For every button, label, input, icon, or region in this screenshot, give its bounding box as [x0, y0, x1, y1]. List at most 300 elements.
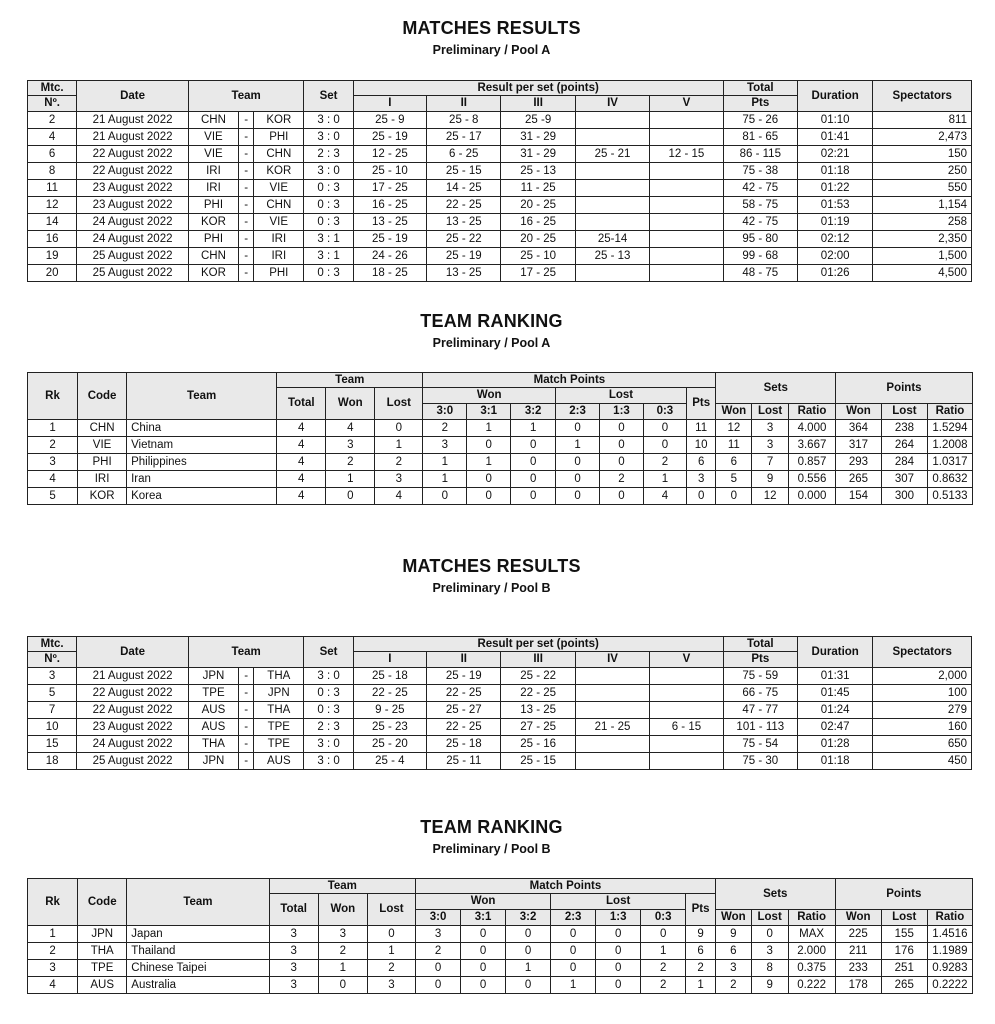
- cell-date: 22 August 2022: [77, 163, 189, 180]
- header-mp-lost: Lost: [551, 894, 686, 910]
- cell-3-2: 0: [506, 977, 551, 994]
- cell-set-3: 25 - 15: [501, 753, 575, 770]
- cell-set-5: [650, 736, 723, 753]
- cell-code: TPE: [78, 960, 127, 977]
- cell-set-3: 22 - 25: [501, 685, 575, 702]
- cell-sets-won: 9: [715, 926, 751, 943]
- cell-team-name: Australia: [127, 977, 269, 994]
- header-set-5: V: [650, 96, 723, 112]
- cell-code: IRI: [78, 471, 127, 488]
- table-row: [28, 753, 972, 770]
- cell-set-score: 2 : 3: [304, 146, 353, 163]
- cell-pts: 3: [686, 471, 716, 488]
- cell-set-score: 3 : 0: [304, 163, 353, 180]
- cell-matches-won: 3: [318, 926, 367, 943]
- header-sets: Sets: [715, 879, 835, 910]
- cell-spectators: 2,350: [873, 231, 972, 248]
- cell-set-1: 25 - 19: [353, 231, 426, 248]
- table-row: [28, 736, 972, 753]
- cell-spectators: 811: [873, 112, 972, 129]
- cell-duration: 01:28: [798, 736, 873, 753]
- cell-pts: 6: [686, 943, 716, 960]
- cell-set-2: 13 - 25: [427, 265, 501, 282]
- cell-match-no: 3: [28, 668, 77, 685]
- cell-pts: 10: [686, 437, 716, 454]
- table-row: [28, 163, 972, 180]
- cell-3-1: 0: [461, 960, 506, 977]
- cell-dash: -: [239, 685, 254, 702]
- cell-set-2: 25 - 19: [427, 668, 501, 685]
- cell-date: 21 August 2022: [77, 129, 189, 146]
- cell-sets-ratio: 0.375: [788, 960, 835, 977]
- header-team-group: Team: [269, 879, 415, 894]
- header-total: Total: [269, 894, 318, 926]
- cell-team-name: Philippines: [127, 454, 277, 471]
- header-total: Total: [277, 388, 326, 420]
- cell-sets-ratio: 3.667: [788, 437, 835, 454]
- header-sets: Sets: [716, 373, 836, 404]
- cell-3-1: 0: [467, 471, 511, 488]
- cell-pts: 11: [686, 420, 716, 437]
- cell-date: 24 August 2022: [77, 214, 189, 231]
- cell-set-1: 13 - 25: [353, 214, 426, 231]
- cell-team-away: THA: [254, 702, 304, 719]
- header-mp-lost: Lost: [556, 388, 687, 404]
- cell-code: KOR: [78, 488, 127, 505]
- cell-set-score: 3 : 0: [304, 753, 353, 770]
- cell-set-score: 3 : 1: [304, 248, 353, 265]
- cell-1-3: 0: [600, 454, 644, 471]
- cell-2-3: 1: [551, 977, 596, 994]
- header-points-won: Won: [835, 910, 881, 926]
- header-duration: Duration: [798, 637, 873, 668]
- cell-matches-won: 0: [326, 488, 375, 505]
- cell-sets-lost: 3: [751, 943, 788, 960]
- cell-set-3: 13 - 25: [501, 702, 575, 719]
- cell-team-away: TPE: [254, 719, 304, 736]
- cell-total-points: 81 - 65: [723, 129, 797, 146]
- cell-duration: 01:45: [798, 685, 873, 702]
- cell-sets-ratio: 4.000: [788, 420, 835, 437]
- cell-date: 24 August 2022: [77, 231, 189, 248]
- header-set-5: V: [650, 652, 723, 668]
- cell-points-won: 211: [835, 943, 881, 960]
- header-set-4: IV: [575, 652, 649, 668]
- cell-points-ratio: 0.2222: [927, 977, 972, 994]
- cell-team-away: PHI: [254, 265, 304, 282]
- cell-set-3: 27 - 25: [501, 719, 575, 736]
- table-row: [28, 926, 973, 943]
- cell-team-away: KOR: [254, 163, 304, 180]
- cell-sets-lost: 9: [751, 977, 788, 994]
- cell-3-1: 0: [467, 488, 511, 505]
- cell-spectators: 250: [873, 163, 972, 180]
- cell-rank: 2: [28, 437, 78, 454]
- cell-points-ratio: 1.5294: [927, 420, 972, 437]
- cell-spectators: 2,473: [873, 129, 972, 146]
- cell-duration: 01:26: [798, 265, 873, 282]
- cell-sets-lost: 3: [752, 437, 789, 454]
- cell-set-5: [650, 129, 723, 146]
- header-points-lost: Lost: [881, 404, 927, 420]
- cell-points-ratio: 1.4516: [927, 926, 972, 943]
- cell-set-5: [650, 685, 723, 702]
- table-row: [28, 231, 972, 248]
- cell-sets-won: 6: [715, 943, 751, 960]
- cell-set-4: [575, 685, 649, 702]
- cell-3-0: 1: [423, 454, 467, 471]
- cell-duration: 01:41: [798, 129, 873, 146]
- cell-dash: -: [239, 129, 254, 146]
- cell-3-1: 0: [461, 977, 506, 994]
- cell-points-lost: 307: [881, 471, 927, 488]
- cell-match-no: 20: [28, 265, 77, 282]
- cell-rank: 1: [28, 420, 78, 437]
- cell-total-points: 47 - 77: [723, 702, 797, 719]
- cell-matches-total: 4: [277, 488, 326, 505]
- cell-set-5: [650, 180, 723, 197]
- table-row: [28, 265, 972, 282]
- cell-total-points: 75 - 26: [723, 112, 797, 129]
- cell-points-ratio: 1.0317: [927, 454, 972, 471]
- cell-duration: 02:12: [798, 231, 873, 248]
- cell-duration: 01:18: [798, 163, 873, 180]
- cell-matches-won: 1: [326, 471, 375, 488]
- cell-sets-ratio: 0.222: [788, 977, 835, 994]
- cell-set-score: 3 : 0: [304, 112, 353, 129]
- cell-rank: 4: [28, 977, 78, 994]
- cell-pts: 6: [686, 454, 716, 471]
- header-team: Team: [188, 81, 304, 112]
- cell-total-points: 101 - 113: [723, 719, 797, 736]
- section-title: MATCHES RESULTS: [402, 18, 581, 38]
- header-set-4: IV: [575, 96, 649, 112]
- table-row: [28, 248, 972, 265]
- header-0-3: 0:3: [643, 404, 686, 420]
- cell-team-name: Iran: [127, 471, 277, 488]
- cell-code: THA: [78, 943, 127, 960]
- cell-spectators: 550: [873, 180, 972, 197]
- cell-match-no: 18: [28, 753, 77, 770]
- table-row: [28, 702, 972, 719]
- cell-matches-won: 1: [318, 960, 367, 977]
- cell-set-3: 25 - 16: [501, 736, 575, 753]
- header-no: Nº.: [28, 652, 77, 668]
- cell-dash: -: [239, 668, 254, 685]
- cell-2-3: 0: [556, 454, 600, 471]
- cell-team-home: KOR: [188, 214, 238, 231]
- header-1-3: 1:3: [596, 910, 641, 926]
- cell-sets-ratio: 0.857: [788, 454, 835, 471]
- cell-3-2: 0: [511, 488, 556, 505]
- cell-team-home: IRI: [188, 180, 238, 197]
- cell-matches-won: 0: [318, 977, 367, 994]
- cell-1-3: 0: [600, 420, 644, 437]
- cell-matches-won: 4: [326, 420, 375, 437]
- cell-matches-total: 3: [269, 926, 318, 943]
- header-set-2: II: [427, 652, 501, 668]
- cell-matches-total: 4: [277, 471, 326, 488]
- table-row: [28, 488, 973, 505]
- cell-set-score: 0 : 3: [304, 685, 353, 702]
- header-points-ratio: Ratio: [927, 404, 972, 420]
- cell-set-2: 25 - 17: [427, 129, 501, 146]
- header-sets-ratio: Ratio: [788, 404, 835, 420]
- cell-set-3: 16 - 25: [501, 214, 575, 231]
- cell-set-4: [575, 214, 649, 231]
- cell-set-4: [575, 129, 649, 146]
- header-total: Total: [723, 81, 797, 96]
- cell-match-no: 11: [28, 180, 77, 197]
- cell-points-won: 265: [835, 471, 881, 488]
- cell-team-away: CHN: [254, 197, 304, 214]
- cell-match-no: 14: [28, 214, 77, 231]
- cell-3-2: 1: [511, 420, 556, 437]
- cell-set-score: 0 : 3: [304, 214, 353, 231]
- cell-team-home: AUS: [188, 702, 238, 719]
- cell-3-0: 0: [416, 977, 461, 994]
- cell-team-home: PHI: [188, 231, 238, 248]
- header-won: Won: [318, 894, 367, 926]
- cell-points-lost: 264: [881, 437, 927, 454]
- cell-total-points: 75 - 54: [723, 736, 797, 753]
- cell-points-lost: 300: [881, 488, 927, 505]
- header-points-ratio: Ratio: [927, 910, 972, 926]
- cell-set-4: [575, 163, 649, 180]
- cell-rank: 3: [28, 960, 78, 977]
- header-rk: Rk: [28, 373, 78, 420]
- cell-3-2: 1: [506, 960, 551, 977]
- cell-date: 22 August 2022: [77, 146, 189, 163]
- table-row: [28, 977, 973, 994]
- section-title: TEAM RANKING: [420, 817, 563, 837]
- cell-2-3: 0: [551, 943, 596, 960]
- cell-points-lost: 251: [881, 960, 927, 977]
- cell-rank: 3: [28, 454, 78, 471]
- cell-date: 21 August 2022: [77, 112, 189, 129]
- cell-points-ratio: 0.9283: [927, 960, 972, 977]
- table-row: [28, 719, 972, 736]
- section-subtitle: Preliminary / Pool B: [432, 842, 551, 856]
- header-mtc: Mtc.: [28, 81, 77, 96]
- cell-matches-lost: 4: [375, 488, 423, 505]
- section-title: MATCHES RESULTS: [402, 556, 581, 576]
- header-set-2: II: [427, 96, 501, 112]
- header-result-per-set: Result per set (points): [353, 81, 723, 96]
- cell-0-3: 0: [643, 437, 686, 454]
- cell-rank: 4: [28, 471, 78, 488]
- cell-3-0: 3: [423, 437, 467, 454]
- cell-set-1: 25 - 23: [353, 719, 426, 736]
- cell-points-lost: 176: [881, 943, 927, 960]
- cell-team-home: PHI: [188, 197, 238, 214]
- cell-set-score: 0 : 3: [304, 702, 353, 719]
- results-table-pool-a: [27, 80, 972, 282]
- cell-sets-lost: 3: [752, 420, 789, 437]
- header-2-3: 2:3: [551, 910, 596, 926]
- cell-sets-lost: 9: [752, 471, 789, 488]
- cell-match-no: 8: [28, 163, 77, 180]
- cell-set-2: 25 - 27: [427, 702, 501, 719]
- cell-set-3: 31 - 29: [501, 129, 575, 146]
- cell-date: 23 August 2022: [77, 197, 189, 214]
- cell-dash: -: [239, 146, 254, 163]
- cell-set-5: [650, 702, 723, 719]
- cell-set-4: 21 - 25: [575, 719, 649, 736]
- header-lost: Lost: [375, 388, 423, 420]
- cell-team-home: CHN: [188, 248, 238, 265]
- cell-set-3: 31 - 29: [501, 146, 575, 163]
- table-row: [28, 197, 972, 214]
- header-rk: Rk: [28, 879, 78, 926]
- header-set-3: III: [501, 96, 575, 112]
- cell-1-3: 2: [600, 471, 644, 488]
- cell-total-points: 95 - 80: [723, 231, 797, 248]
- cell-matches-lost: 3: [375, 471, 423, 488]
- header-mp-won: Won: [416, 894, 551, 910]
- cell-set-1: 25 - 19: [353, 129, 426, 146]
- table-row: [28, 437, 973, 454]
- cell-match-no: 19: [28, 248, 77, 265]
- cell-match-no: 10: [28, 719, 77, 736]
- header-3-2: 3:2: [511, 404, 556, 420]
- header-set-1: I: [353, 652, 426, 668]
- cell-set-1: 12 - 25: [353, 146, 426, 163]
- header-pts: Pts: [686, 894, 716, 926]
- cell-total-points: 42 - 75: [723, 180, 797, 197]
- cell-date: 23 August 2022: [77, 719, 189, 736]
- cell-3-0: 2: [416, 943, 461, 960]
- cell-matches-lost: 2: [367, 960, 415, 977]
- cell-sets-lost: 8: [751, 960, 788, 977]
- cell-set-1: 25 - 20: [353, 736, 426, 753]
- header-pts: Pts: [723, 96, 797, 112]
- cell-sets-lost: 12: [752, 488, 789, 505]
- cell-set-score: 3 : 0: [304, 736, 353, 753]
- cell-team-home: JPN: [188, 753, 238, 770]
- cell-spectators: 1,500: [873, 248, 972, 265]
- cell-3-2: 0: [511, 454, 556, 471]
- cell-2-3: 0: [556, 488, 600, 505]
- header-3-0: 3:0: [416, 910, 461, 926]
- cell-set-4: 25 - 21: [575, 146, 649, 163]
- cell-code: AUS: [78, 977, 127, 994]
- cell-set-2: 22 - 25: [427, 685, 501, 702]
- cell-2-3: 0: [556, 471, 600, 488]
- cell-matches-total: 3: [269, 960, 318, 977]
- header-match-points: Match Points: [416, 879, 716, 894]
- cell-set-5: [650, 214, 723, 231]
- header-set-3: III: [501, 652, 575, 668]
- cell-dash: -: [239, 736, 254, 753]
- cell-set-5: [650, 248, 723, 265]
- cell-3-1: 0: [461, 943, 506, 960]
- cell-points-won: 293: [835, 454, 881, 471]
- cell-duration: 01:19: [798, 214, 873, 231]
- cell-set-4: [575, 753, 649, 770]
- header-won: Won: [326, 388, 375, 420]
- cell-pts: 0: [686, 488, 716, 505]
- cell-total-points: 48 - 75: [723, 265, 797, 282]
- cell-rank: 5: [28, 488, 78, 505]
- table-row: [28, 943, 973, 960]
- cell-match-no: 15: [28, 736, 77, 753]
- cell-set-4: [575, 197, 649, 214]
- header-3-0: 3:0: [423, 404, 467, 420]
- cell-points-lost: 155: [881, 926, 927, 943]
- cell-set-1: 25 - 18: [353, 668, 426, 685]
- header-sets-lost: Lost: [752, 404, 789, 420]
- cell-set-5: [650, 265, 723, 282]
- cell-match-no: 16: [28, 231, 77, 248]
- cell-set-1: 16 - 25: [353, 197, 426, 214]
- cell-team-away: CHN: [254, 146, 304, 163]
- cell-set-1: 22 - 25: [353, 685, 426, 702]
- cell-set-2: 22 - 25: [427, 719, 501, 736]
- cell-team-away: KOR: [254, 112, 304, 129]
- header-date: Date: [77, 637, 189, 668]
- cell-dash: -: [239, 265, 254, 282]
- cell-sets-won: 5: [716, 471, 752, 488]
- cell-match-no: 2: [28, 112, 77, 129]
- header-duration: Duration: [798, 81, 873, 112]
- header-sets-lost: Lost: [751, 910, 788, 926]
- cell-2-3: 0: [551, 926, 596, 943]
- cell-total-points: 86 - 115: [723, 146, 797, 163]
- cell-1-3: 0: [596, 943, 641, 960]
- cell-matches-lost: 0: [367, 926, 415, 943]
- header-mtc: Mtc.: [28, 637, 77, 652]
- cell-team-away: VIE: [254, 180, 304, 197]
- cell-team-name: Korea: [127, 488, 277, 505]
- cell-set-4: [575, 265, 649, 282]
- cell-1-3: 0: [600, 437, 644, 454]
- cell-set-2: 25 - 8: [427, 112, 501, 129]
- cell-set-2: 13 - 25: [427, 214, 501, 231]
- header-sets-won: Won: [716, 404, 752, 420]
- cell-points-ratio: 1.1989: [927, 943, 972, 960]
- header-no: Nº.: [28, 96, 77, 112]
- cell-set-5: [650, 112, 723, 129]
- cell-dash: -: [239, 753, 254, 770]
- cell-set-1: 24 - 26: [353, 248, 426, 265]
- header-spectators: Spectators: [873, 81, 972, 112]
- cell-points-won: 178: [835, 977, 881, 994]
- cell-sets-ratio: 0.000: [788, 488, 835, 505]
- cell-dash: -: [239, 214, 254, 231]
- cell-duration: 02:00: [798, 248, 873, 265]
- cell-team-home: IRI: [188, 163, 238, 180]
- cell-set-3: 25 - 10: [501, 248, 575, 265]
- cell-points-ratio: 0.5133: [927, 488, 972, 505]
- cell-spectators: 150: [873, 146, 972, 163]
- cell-3-0: 2: [423, 420, 467, 437]
- cell-set-1: 17 - 25: [353, 180, 426, 197]
- cell-0-3: 0: [643, 420, 686, 437]
- cell-spectators: 1,154: [873, 197, 972, 214]
- cell-set-1: 9 - 25: [353, 702, 426, 719]
- header-code: Code: [78, 879, 127, 926]
- ranking-table-pool-a: [27, 372, 973, 505]
- cell-set-1: 25 - 9: [353, 112, 426, 129]
- header-sets-ratio: Ratio: [788, 910, 835, 926]
- header-team: Team: [127, 879, 269, 926]
- cell-duration: 01:22: [798, 180, 873, 197]
- cell-matches-won: 2: [326, 454, 375, 471]
- cell-dash: -: [239, 702, 254, 719]
- table-row: [28, 471, 973, 488]
- cell-matches-won: 2: [318, 943, 367, 960]
